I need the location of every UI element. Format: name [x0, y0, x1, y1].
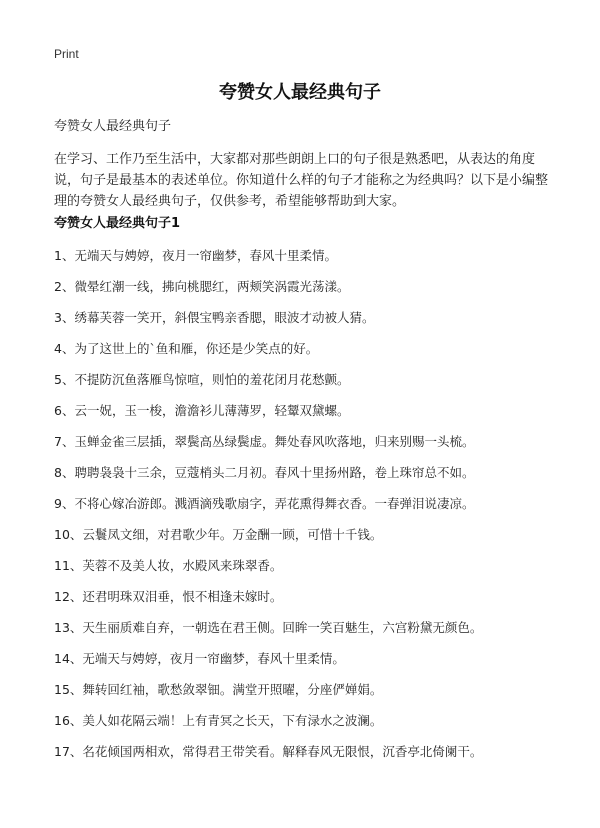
list-item: 4、为了这世上的`鱼和雁，你还是少笑点的好。 [54, 341, 319, 356]
list-item: 11、芙蓉不及美人妆，水殿风来珠翠香。 [54, 558, 283, 573]
list-item: 12、还君明珠双泪垂，恨不相逢未嫁时。 [54, 589, 283, 604]
list-item: 14、无端天与娉婷，夜月一帘幽梦，春风十里柔情。 [54, 651, 345, 666]
print-link[interactable]: Print [54, 47, 79, 61]
intro-paragraph: 在学习、工作乃至生活中，大家都对那些朗朗上口的句子很是熟悉吧，从表达的角度说，句子是最基本的表述单位。你知道什么样的句子才能称之为经典吗？以下是小编整理的夸赞女人最经典句子，仅供参考，希望能够帮助到大家。 [54, 152, 549, 209]
list-item: 13、天生丽质难自弃，一朝选在君王侧。回眸一笑百魅生，六宫粉黛无颜色。 [54, 620, 483, 635]
list-item: 1、无端天与娉婷，夜月一帘幽梦，春风十里柔情。 [54, 248, 337, 263]
list-item: 8、聘聘袅袅十三余，豆蔻梢头二月初。春风十里扬州路，卷上珠帘总不如。 [54, 465, 475, 480]
page-title: 夸赞女人最经典句子 [219, 82, 381, 103]
list-item: 16、美人如花隔云端！上有青冥之长天，下有渌水之波澜。 [54, 713, 383, 728]
list-item: 15、舞转回红袖，歌愁敛翠钿。满堂开照曜，分座俨婵娟。 [54, 682, 383, 697]
section-heading: 夸赞女人最经典句子1 [54, 216, 181, 231]
list-item: 3、绣幕芙蓉一笑开，斜偎宝鸭亲香腮，眼波才动被人猜。 [54, 310, 375, 325]
list-item: 5、不提防沉鱼落雁鸟惊喧，则怕的羞花闭月花愁颤。 [54, 372, 350, 387]
list-item: 9、不将心嫁冶游郎。溅酒滴残歌扇字，弄花熏得舞衣香。一春弹泪说凄凉。 [54, 496, 475, 511]
list-item: 10、云鬟凤文细，对君歌少年。万金酬一顾，可惜十千钱。 [54, 527, 383, 542]
list-item: 2、微晕红潮一线，拂向桃腮红，两颊笑涡霞光荡漾。 [54, 279, 350, 294]
list-item: 6、云一㚾，玉一梭，澹澹衫儿薄薄罗，轻颦双黛螺。 [54, 403, 350, 418]
list-item: 7、玉蝉金雀三层插，翠鬓高丛绿鬓虚。舞处春风吹落地，归来别赐一头梳。 [54, 434, 475, 449]
list-item: 17、名花倾国两相欢，常得君王带笑看。解释春风无限恨，沉香亭北倚阑干。 [54, 744, 483, 759]
article-subtitle: 夸赞女人最经典句子 [54, 119, 172, 134]
quote-list [54, 247, 482, 774]
